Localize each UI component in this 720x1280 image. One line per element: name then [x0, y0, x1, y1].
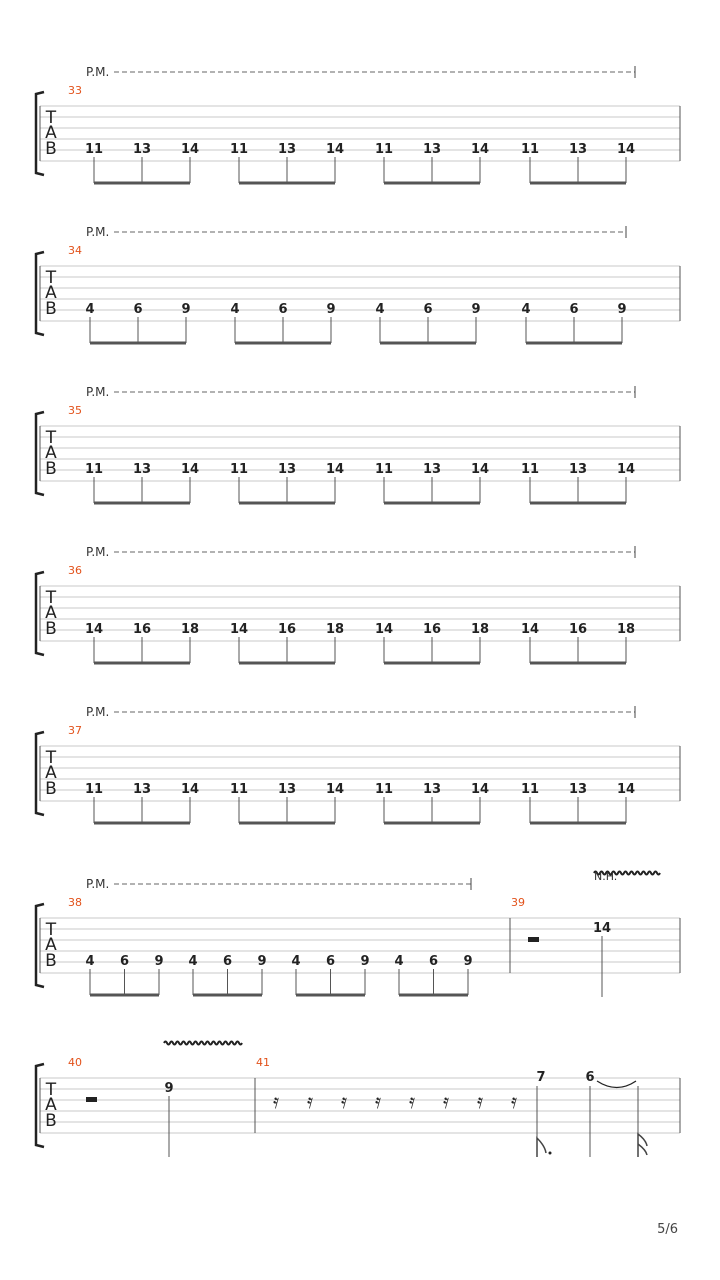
fret-number: 13 [277, 462, 297, 477]
tab-letter-t: T [45, 268, 57, 288]
tab-staff [36, 412, 680, 495]
palm-mute-label: P.M. [86, 65, 110, 79]
fret-number: 9 [360, 954, 370, 969]
palm-mute-label: P.M. [86, 545, 110, 559]
tab-letter-b: B [45, 139, 57, 159]
page-number: 5/6 [657, 1222, 678, 1237]
fret-number: 6 [325, 954, 336, 969]
fret-number: 14 [616, 462, 636, 477]
tab-letter-b: B [45, 779, 57, 799]
fret-number: 4 [521, 302, 531, 317]
vibrato-icon [164, 1042, 242, 1045]
fret-number: 11 [84, 782, 104, 797]
fret-number: 4 [375, 302, 385, 317]
fret-number: 4 [394, 954, 404, 969]
measure-number: 34 [68, 244, 82, 257]
tab-letter-b: B [45, 1111, 57, 1131]
fret-number: 7 [536, 1070, 546, 1085]
tab-letter-t: T [45, 920, 57, 940]
fret-number: 11 [520, 782, 540, 797]
tab-letter-a: A [45, 935, 57, 955]
fret-number: 11 [374, 142, 394, 157]
fret-number: 9 [257, 954, 267, 969]
rest-icon: 𝄿 [408, 1089, 416, 1113]
fret-number: 18 [325, 622, 345, 637]
rest-icon: 𝄿 [510, 1089, 518, 1113]
half-rest [86, 1097, 97, 1102]
fret-number: 9 [463, 954, 473, 969]
note-flag [638, 1144, 647, 1155]
palm-mute-label: P.M. [86, 705, 110, 719]
fret-number: 14 [84, 622, 104, 637]
fret-number: 11 [229, 142, 249, 157]
fret-number: 13 [132, 142, 152, 157]
fret-number: 13 [422, 142, 442, 157]
tab-letter-t: T [45, 588, 57, 608]
dot-icon [549, 1152, 552, 1155]
fret-number: 9 [471, 302, 481, 317]
rest-icon: 𝄿 [442, 1089, 450, 1113]
fret-number: 6 [133, 302, 143, 317]
rest-icon: 𝄿 [340, 1089, 348, 1113]
tab-letter-a: A [45, 763, 57, 783]
fret-number: 14 [470, 462, 490, 477]
tab-staff [36, 92, 680, 175]
measure-number: 38 [68, 896, 82, 909]
fret-number: 9 [154, 954, 164, 969]
fret-number: 11 [374, 462, 394, 477]
measure-number: 33 [68, 84, 82, 97]
note-flag [537, 1138, 546, 1157]
tab-staff [36, 572, 680, 655]
fret-number: 18 [180, 622, 200, 637]
tab-letter-b: B [45, 619, 57, 639]
measure-number: 37 [68, 724, 82, 737]
fret-number: 4 [230, 302, 240, 317]
palm-mute-label: P.M. [86, 225, 110, 239]
fret-number: 13 [422, 782, 442, 797]
fret-number: 9 [164, 1081, 174, 1096]
tab-letter-a: A [45, 443, 57, 463]
natural-harmonic-label: N.H. [594, 870, 618, 883]
fret-number: 4 [85, 954, 95, 969]
fret-number: 4 [85, 302, 95, 317]
tab-letter-t: T [45, 108, 57, 128]
fret-number: 6 [585, 1070, 595, 1085]
fret-number: 11 [520, 462, 540, 477]
fret-number: 13 [568, 142, 588, 157]
tab-staff [36, 252, 680, 335]
fret-number: 11 [520, 142, 540, 157]
rest-icon: 𝄿 [306, 1089, 314, 1113]
fret-number: 11 [229, 462, 249, 477]
fret-number: 9 [617, 302, 627, 317]
fret-number: 14 [520, 622, 540, 637]
palm-mute-label: P.M. [86, 385, 110, 399]
fret-number: 4 [188, 954, 198, 969]
fret-number: 6 [119, 954, 130, 969]
fret-number: 14 [180, 462, 200, 477]
fret-number: 14 [325, 782, 345, 797]
palm-mute-label: P.M. [86, 877, 110, 891]
fret-number: 11 [84, 142, 104, 157]
fret-number: 13 [422, 462, 442, 477]
rest-icon: 𝄿 [272, 1089, 280, 1113]
fret-number: 11 [229, 782, 249, 797]
fret-number: 14 [374, 622, 394, 637]
tab-staff [36, 904, 680, 987]
fret-number: 14 [616, 142, 636, 157]
tab-letter-a: A [45, 123, 57, 143]
fret-number: 14 [325, 462, 345, 477]
rest-icon: 𝄿 [374, 1089, 382, 1113]
fret-number: 16 [422, 622, 442, 637]
fret-number: 13 [568, 782, 588, 797]
fret-number: 18 [616, 622, 636, 637]
fret-number: 14 [180, 142, 200, 157]
fret-number: 13 [568, 462, 588, 477]
fret-number: 16 [277, 622, 297, 637]
fret-number: 6 [222, 954, 233, 969]
tab-letter-b: B [45, 951, 57, 971]
fret-number: 6 [569, 302, 579, 317]
fret-number: 14 [470, 782, 490, 797]
fret-number: 13 [277, 142, 297, 157]
fret-number: 9 [181, 302, 191, 317]
tab-letter-t: T [45, 428, 57, 448]
half-rest [528, 937, 539, 942]
tab-letter-a: A [45, 603, 57, 623]
fret-number: 14 [470, 142, 490, 157]
tie-icon [597, 1081, 636, 1088]
measure-number: 40 [68, 1056, 82, 1069]
fret-number: 13 [277, 782, 297, 797]
fret-number: 14 [592, 921, 612, 936]
tab-letter-t: T [45, 748, 57, 768]
fret-number: 4 [291, 954, 301, 969]
measure-number: 41 [256, 1056, 270, 1069]
fret-number: 14 [616, 782, 636, 797]
measure-number: 35 [68, 404, 82, 417]
tab-staff [36, 732, 680, 815]
fret-number: 6 [278, 302, 288, 317]
measure-number: 39 [511, 896, 525, 909]
tab-letter-a: A [45, 283, 57, 303]
tab-staff [36, 1064, 680, 1147]
tab-letter-b: B [45, 299, 57, 319]
fret-number: 18 [470, 622, 490, 637]
fret-number: 16 [568, 622, 588, 637]
rest-icon: 𝄿 [476, 1089, 484, 1113]
fret-number: 11 [84, 462, 104, 477]
tab-letter-b: B [45, 459, 57, 479]
fret-number: 6 [428, 954, 439, 969]
fret-number: 14 [325, 142, 345, 157]
fret-number: 14 [180, 782, 200, 797]
fret-number: 9 [326, 302, 336, 317]
tab-letter-t: T [45, 1080, 57, 1100]
fret-number: 13 [132, 782, 152, 797]
fret-number: 6 [423, 302, 433, 317]
fret-number: 13 [132, 462, 152, 477]
measure-number: 36 [68, 564, 82, 577]
fret-number: 14 [229, 622, 249, 637]
fret-number: 11 [374, 782, 394, 797]
fret-number: 16 [132, 622, 152, 637]
tab-letter-a: A [45, 1095, 57, 1115]
